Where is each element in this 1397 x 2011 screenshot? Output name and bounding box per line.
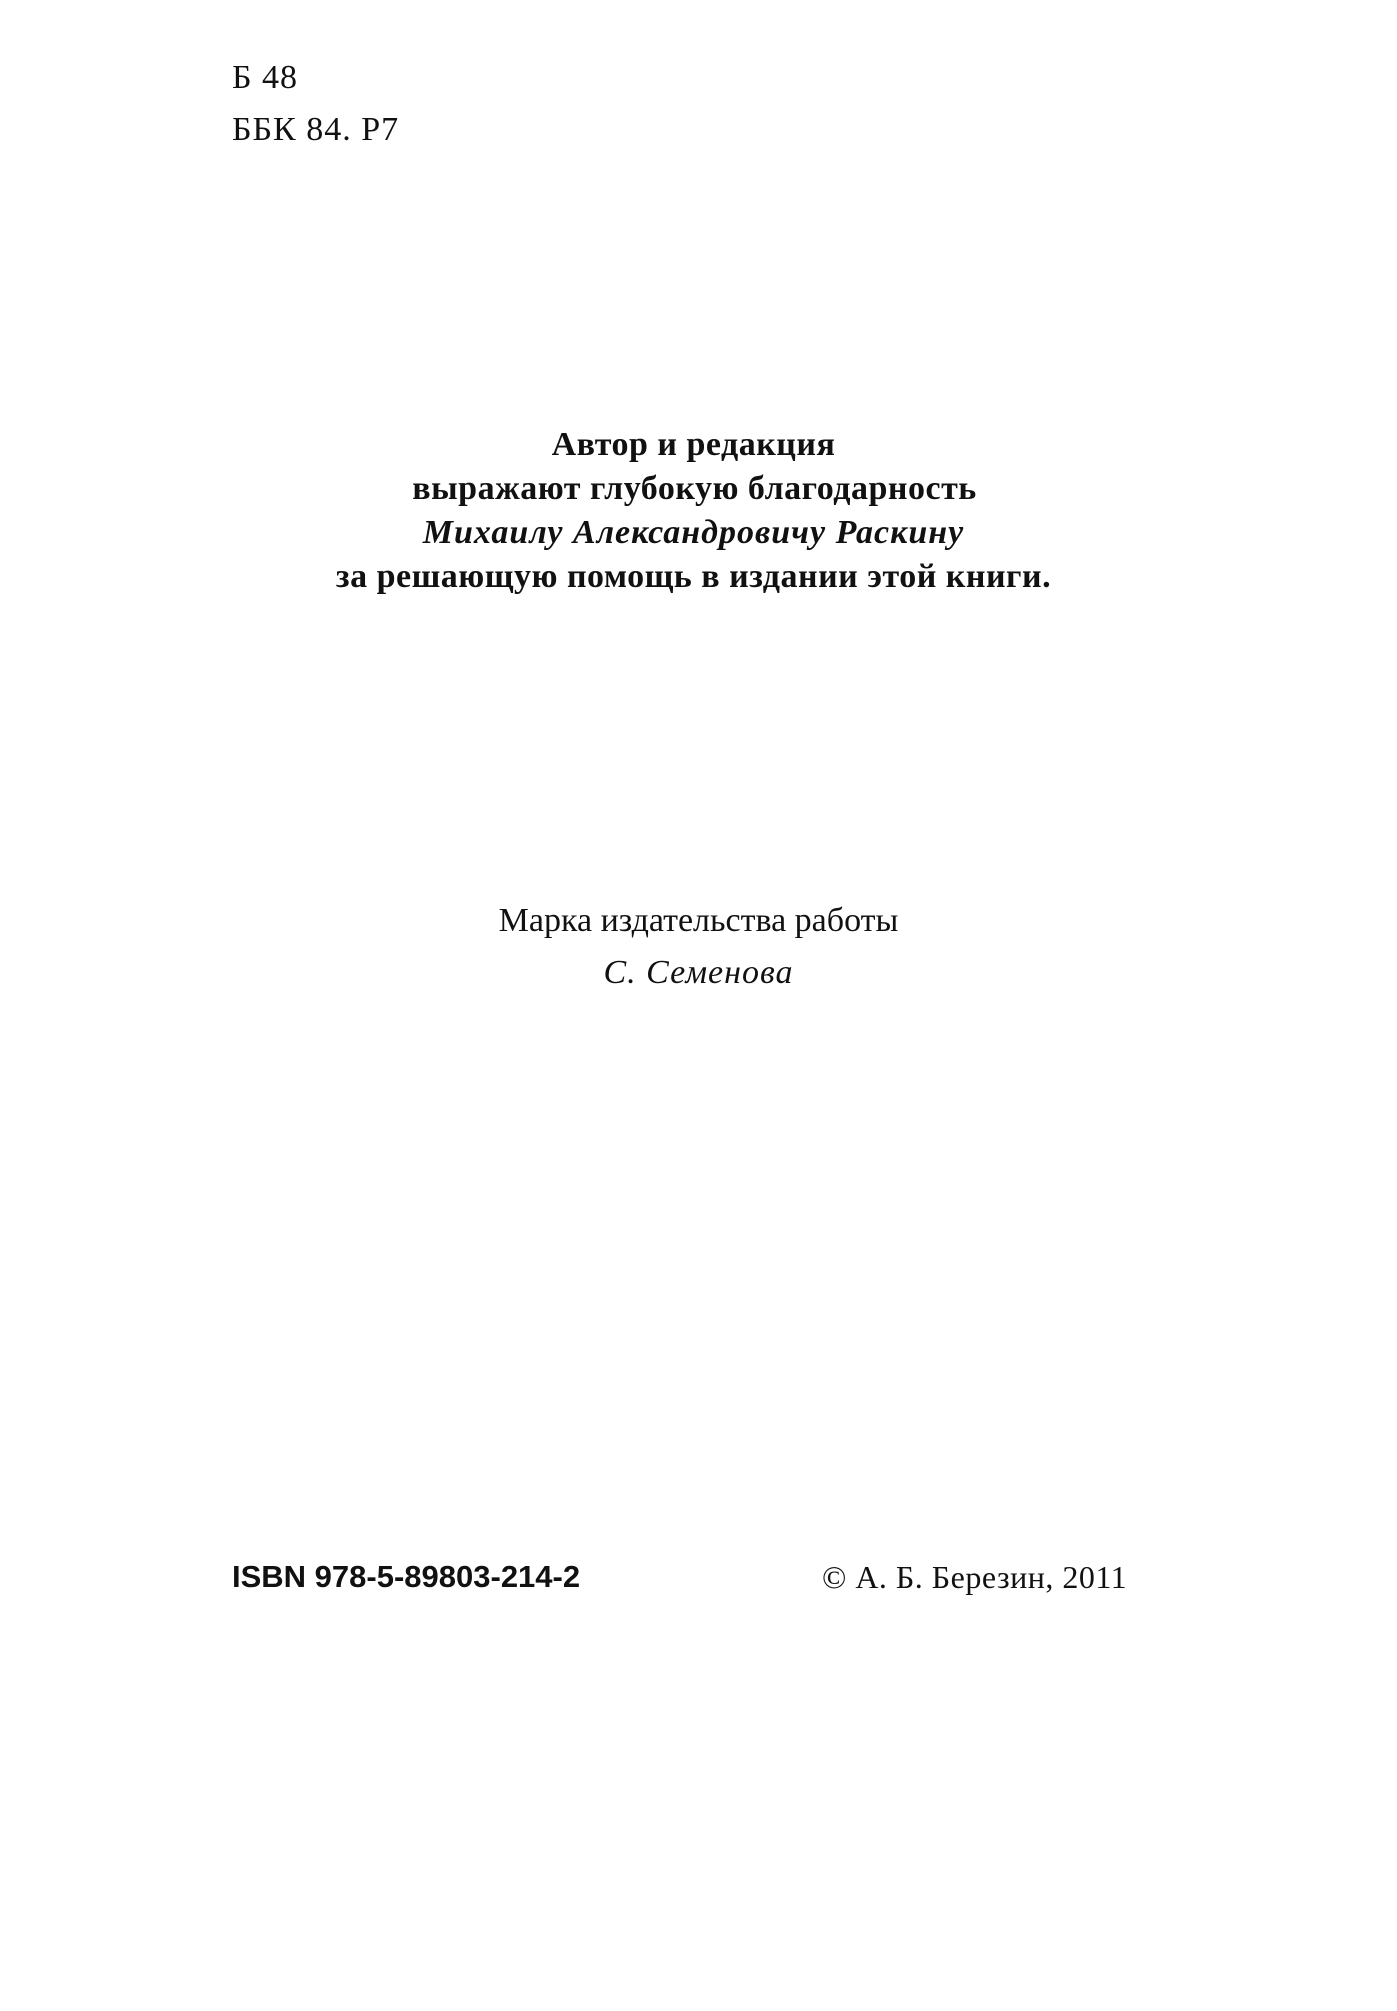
- publisher-mark-author: С. Семенова: [603, 954, 794, 991]
- bbk-code: ББК 84. Р7: [232, 111, 400, 148]
- publisher-mark-label: Марка издательства работы: [498, 902, 899, 939]
- acknowledgement-block: [0, 423, 1397, 599]
- acknowledgement-line-2: выражают глубокую благодарность: [412, 470, 977, 507]
- copyright-notice: © А. Б. Березин, 2011: [822, 1559, 1128, 1595]
- publisher-mark-credit: [0, 895, 1397, 999]
- catalog-codes: [232, 52, 399, 156]
- isbn-number: ISBN 978-5-89803-214-2: [232, 1559, 581, 1594]
- author-mark-code: Б 48: [232, 59, 299, 96]
- acknowledgement-line-4: за решающую помощь в издании этой книги.: [335, 558, 1052, 595]
- acknowledged-person-name: Михаилу Александровичу Раскину: [422, 514, 965, 551]
- acknowledgement-line-1: Автор и редакция: [551, 426, 836, 463]
